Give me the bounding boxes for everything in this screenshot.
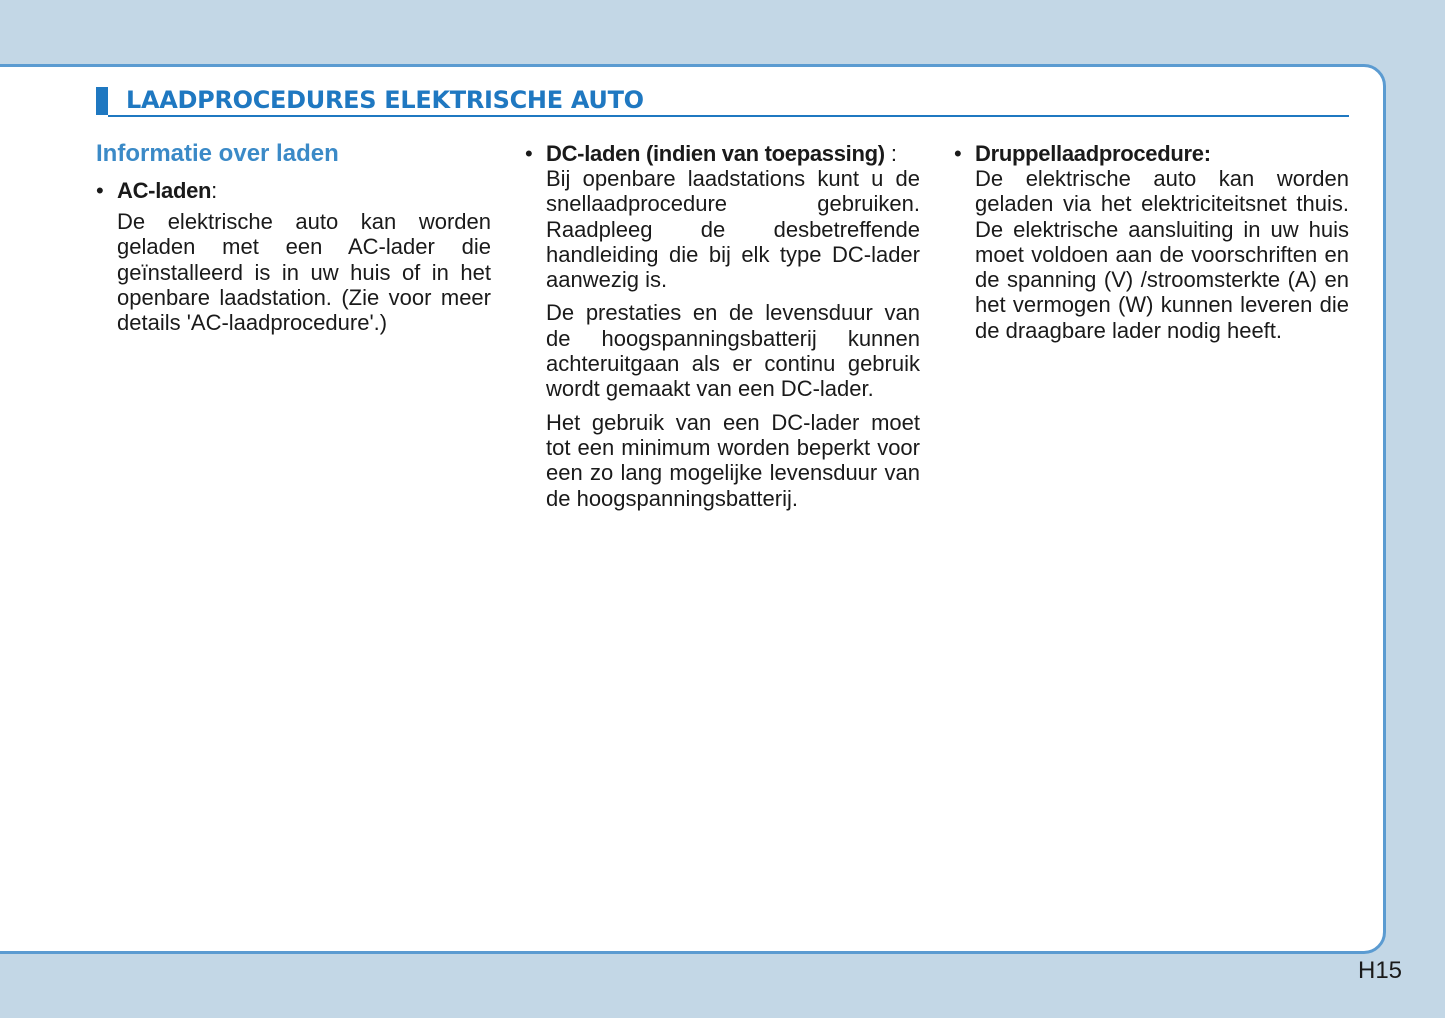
column-left: [96, 138, 491, 343]
section-title: Informatie over laden: [96, 140, 339, 167]
ac-bullet-item: [96, 178, 491, 203]
trickle-paragraph: De elektrische auto kan worden geladen via het elektriciteitsnet thuis. De elektrische aansluiting in uw huis moet voldoen aan de voorschriften en de spanning (V) /stroomsterkte (A) en het vermogen (W) kunnen leveren die de draagbare lader nodig heeft.: [975, 166, 1349, 343]
page-title: LAADPROCEDURES ELEKTRISCHE AUTO: [126, 86, 644, 114]
page-number: H15: [1358, 957, 1403, 984]
column-middle: [525, 138, 920, 519]
header-divider: [108, 115, 1349, 117]
dc-paragraph-1: Bij openbare laadstations kunt u de snellaadprocedure gebruiken. Raadpleeg de desbetreffende handleiding die bij elk type DC-lader aanwezig is.: [546, 166, 920, 293]
ac-suffix: :: [211, 178, 218, 203]
trickle-label: Druppellaadprocedure:: [975, 141, 1211, 166]
dc-label: DC-laden (indien van toepassing): [546, 141, 885, 166]
column-right: [954, 138, 1349, 351]
header-accent-bar: [96, 87, 108, 115]
bullet-icon: •: [96, 178, 104, 203]
ac-label: AC-laden: [117, 178, 212, 203]
bullet-icon: •: [954, 141, 962, 166]
dc-bullet-item: [525, 141, 920, 166]
dc-paragraph-2: De prestaties en de levensduur van de hoogspanningsbatterij kunnen achteruitgaan als er continu gebruik wordt gemaakt van een DC-lader.: [546, 300, 920, 402]
bullet-icon: •: [525, 141, 533, 166]
ac-paragraph: De elektrische auto kan worden geladen met een AC-lader die geïnstalleerd is in uw huis of in het openbare laadstation. (Zie voor meer details 'AC-laadprocedure'.): [117, 209, 491, 336]
trickle-bullet-item: [954, 141, 1349, 166]
dc-paragraph-3: Het gebruik van een DC-lader moet tot een minimum worden beperkt voor een zo lang mogelijke levensduur van de hoogspanningsbatterij.: [546, 409, 920, 511]
dc-suffix: :: [884, 141, 898, 166]
